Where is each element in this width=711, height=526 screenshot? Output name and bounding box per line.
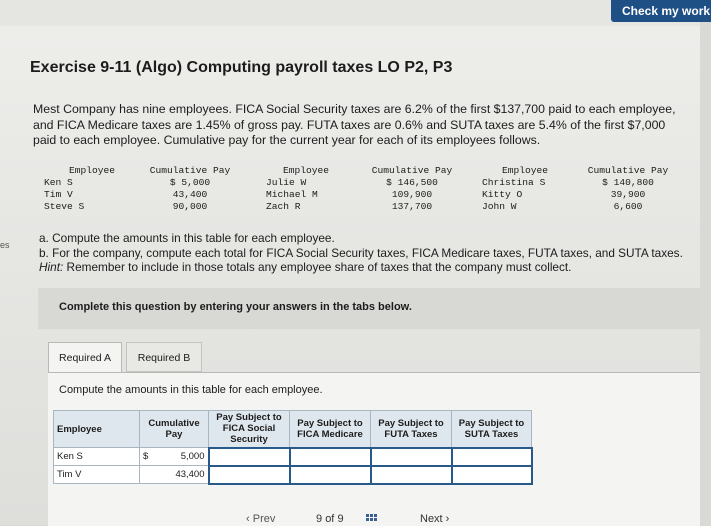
cumulative-pay: 39,900 (610, 189, 646, 200)
chevron-left-icon: ‹ (246, 513, 253, 525)
employee-name: Zach R (266, 201, 301, 212)
next-button[interactable] (420, 513, 449, 525)
check-my-work-button[interactable]: Check my work (611, 0, 711, 22)
cumulative-pay-header: Cumulative Pay (587, 165, 669, 176)
fica-medicare-input-field[interactable] (294, 467, 371, 482)
next-label: Next (420, 513, 443, 525)
page-indicator (316, 513, 344, 525)
total-pages: 9 (337, 513, 344, 525)
instructions (39, 231, 694, 275)
fica-medicare-input[interactable] (290, 466, 371, 484)
employee-header: Employee (68, 165, 116, 176)
fica-ss-input[interactable] (209, 466, 290, 484)
employee-name: Tim V (44, 189, 73, 200)
cumulative-pay: 137,700 (391, 201, 433, 212)
col-cumulative-pay: Cumulative Pay (140, 411, 209, 448)
fica-ss-input[interactable] (209, 448, 290, 466)
employee-name: Ken S (44, 177, 73, 188)
futa-input[interactable] (371, 448, 452, 466)
top-bar (0, 0, 711, 26)
grid-icon[interactable] (366, 514, 378, 524)
fica-medicare-input[interactable] (290, 448, 371, 466)
futa-input[interactable] (371, 466, 452, 484)
table-row (54, 466, 532, 484)
prev-button[interactable] (246, 513, 275, 525)
row-cumulative-pay: 5,000 (160, 448, 209, 466)
chevron-right-icon: › (442, 513, 450, 525)
employee-name: Kitty O (482, 189, 523, 200)
pagination-bar (48, 510, 700, 525)
table-row (44, 177, 678, 189)
suta-input[interactable] (452, 466, 532, 484)
cumulative-pay: $ 140,800 (602, 177, 654, 188)
futa-input-field[interactable] (375, 449, 452, 464)
table-row (44, 189, 678, 201)
fica-ss-input-field[interactable] (213, 467, 290, 482)
hint-label: Hint: (39, 260, 64, 274)
col-futa: Pay Subject to FUTA Taxes (371, 411, 452, 448)
suta-input-field[interactable] (456, 449, 532, 464)
employee-header: Employee (282, 165, 330, 176)
tab-required-a[interactable]: Required A (48, 342, 122, 372)
tab-prompt: Compute the amounts in this table for each employee. (59, 384, 323, 396)
cumulative-pay-header: Cumulative Pay (149, 165, 231, 176)
employee-name: Steve S (44, 201, 85, 212)
tab-content (48, 372, 700, 526)
row-dollar-sign (140, 466, 161, 484)
instruction-b (39, 246, 694, 275)
row-employee: Ken S (54, 448, 140, 466)
table-row (54, 448, 532, 466)
fica-ss-input-field[interactable] (213, 449, 290, 464)
answer-table (53, 410, 533, 485)
employee-name: Michael M (266, 189, 318, 200)
tab-required-b[interactable]: Required B (126, 342, 202, 372)
employee-pay-table (44, 165, 678, 213)
cumulative-pay: 43,400 (172, 189, 208, 200)
employee-name: Julie W (266, 177, 307, 188)
cumulative-pay: $ 5,000 (169, 177, 211, 188)
instruction-panel (38, 288, 700, 329)
employee-pay-header-row (44, 165, 678, 177)
futa-input-field[interactable] (375, 467, 452, 482)
instruction-a: a. Compute the amounts in this table for each employee. (39, 231, 335, 245)
current-page: 9 (316, 513, 323, 525)
col-suta: Pay Subject to SUTA Taxes (452, 411, 532, 448)
prev-label: Prev (252, 513, 276, 525)
col-fica-social-security: Pay Subject to FICA Social Security (209, 411, 290, 448)
employee-header: Employee (501, 165, 549, 176)
employee-name: John W (482, 201, 517, 212)
panel-text: Complete this question by entering your answers in the tabs below. (59, 301, 412, 313)
instruction-b-text: b. For the company, compute each total for FICA Social Security taxes, FICA Medicare taxes, FUTA taxes, and SUTA taxes. (39, 245, 683, 260)
cumulative-pay: 6,600 (613, 201, 643, 212)
suta-input-field[interactable] (456, 467, 532, 482)
answer-header-row (54, 411, 532, 448)
page-of: of (325, 513, 335, 525)
row-employee: Tim V (54, 466, 140, 484)
fica-medicare-input-field[interactable] (294, 449, 371, 464)
hint-text: Remember to include in those totals any employee share of taxes that the company must collect. (66, 260, 572, 274)
cumulative-pay-header: Cumulative Pay (371, 165, 453, 176)
col-fica-medicare: Pay Subject to FICA Medicare (290, 411, 371, 448)
exercise-title: Exercise 9-11 (Algo) Computing payroll taxes LO P2, P3 (30, 59, 453, 76)
row-dollar-sign: $ (140, 448, 161, 466)
suta-input[interactable] (452, 448, 532, 466)
table-row (44, 201, 678, 213)
col-employee: Employee (54, 411, 140, 448)
cumulative-pay: $ 146,500 (386, 177, 438, 188)
row-cumulative-pay: 43,400 (160, 466, 209, 484)
side-label: es (0, 240, 10, 250)
cumulative-pay: 90,000 (172, 201, 208, 212)
cumulative-pay: 109,900 (391, 189, 433, 200)
employee-name: Christina S (482, 177, 546, 188)
problem-intro: Mest Company has nine employees. FICA Social Security taxes are 6.2% of the first $137,700 paid to each employee, and FICA Medicare taxes are 1.45% of gross pay. FUTA taxes are 0.6% and SUTA taxes are 5.4% of the first $7,000 paid to each employee. Cumulative pay for the current year for each of its employees follows. (33, 102, 676, 147)
